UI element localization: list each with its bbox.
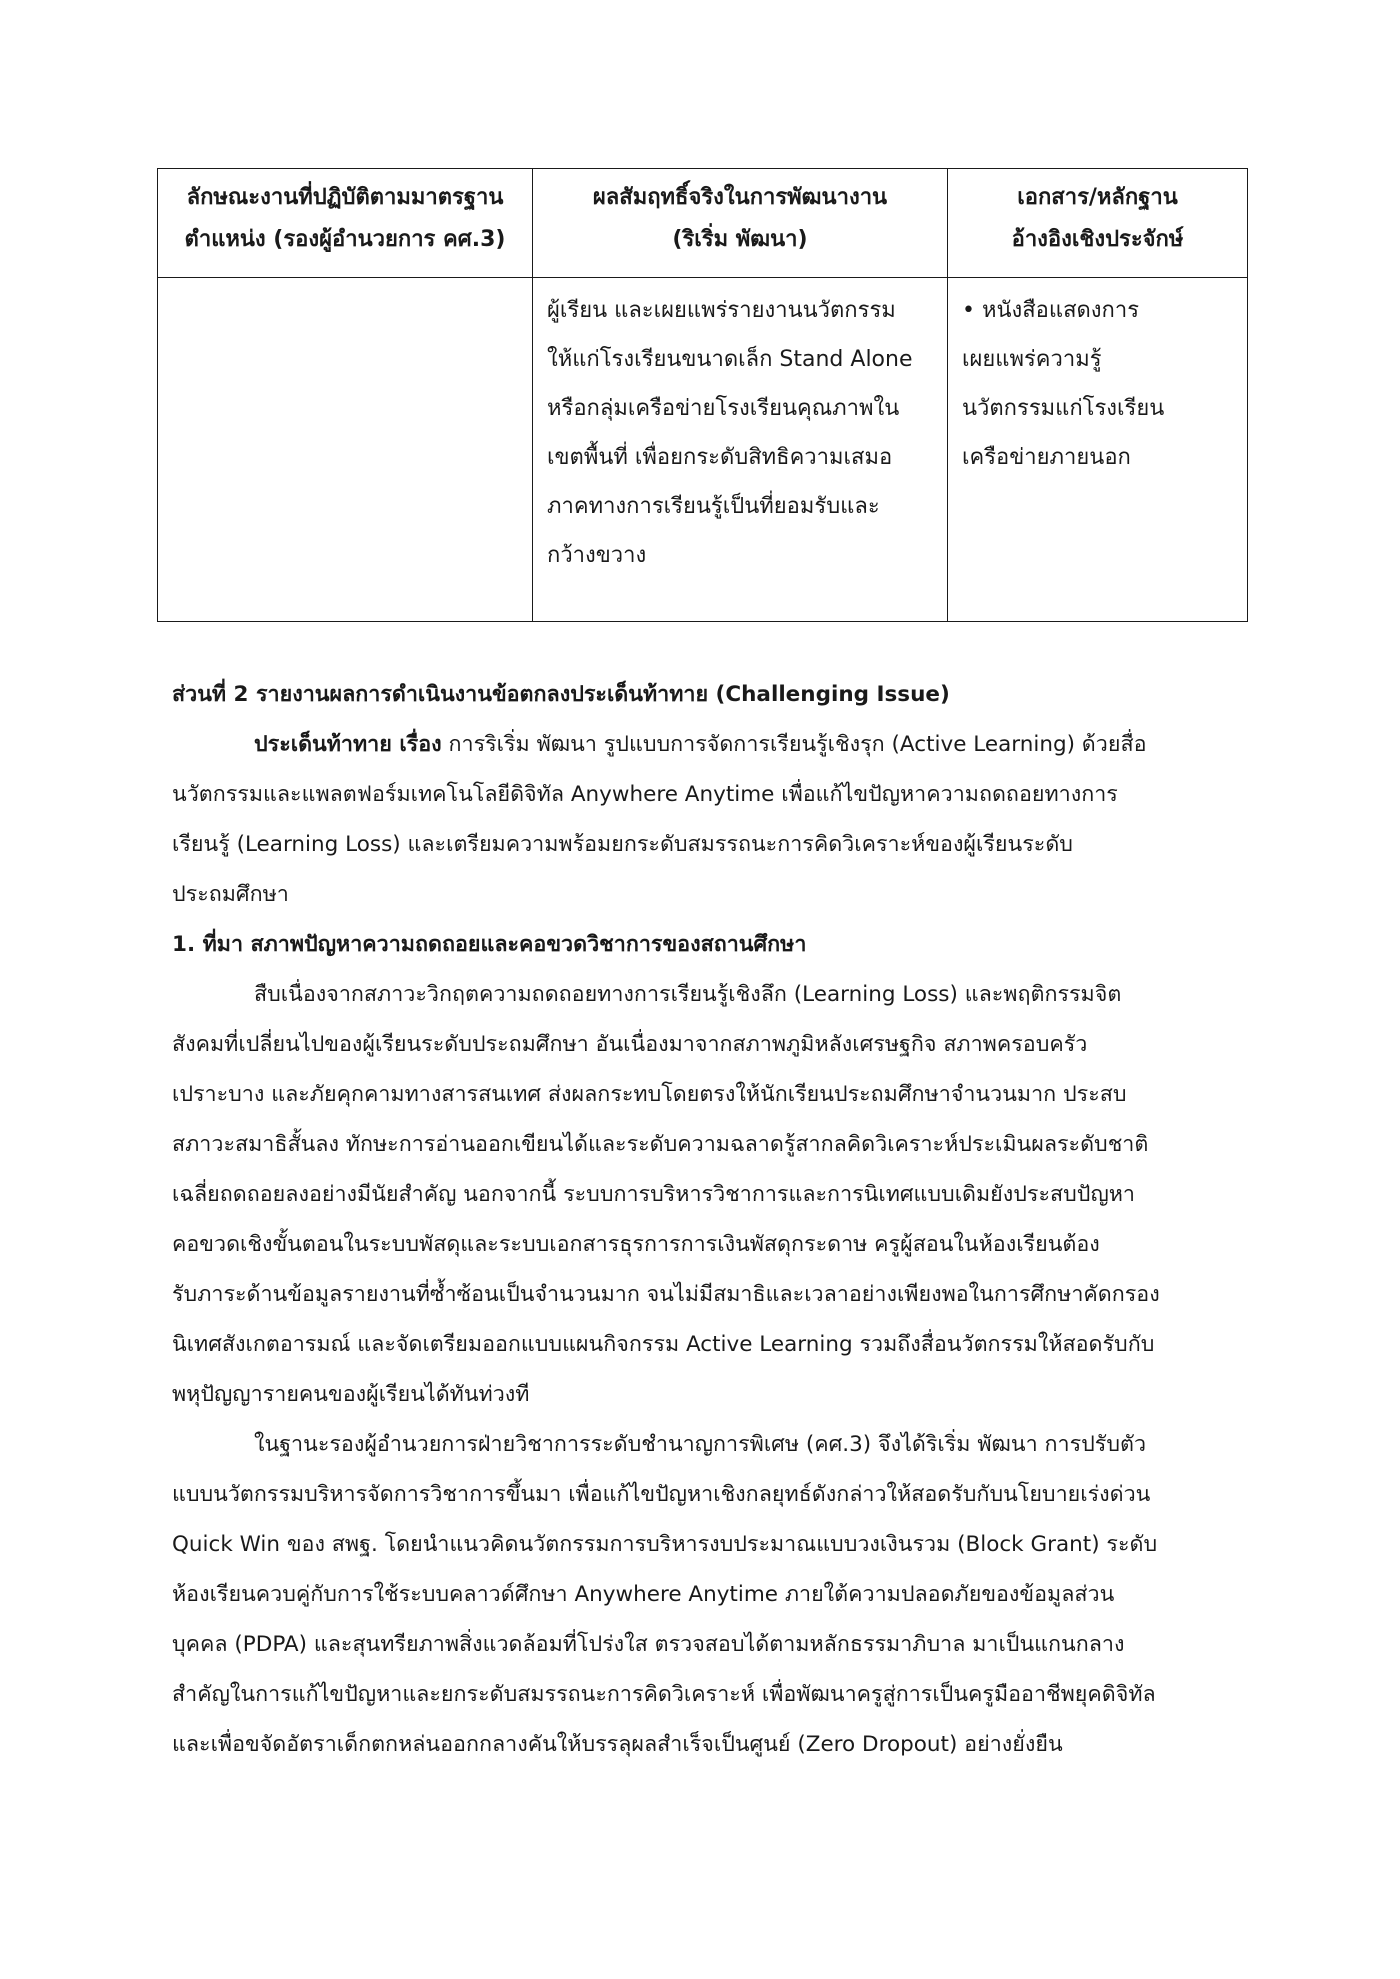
paragraph-1-line: เปราะบาง และภัยคุกคามทางสารสนเทศ ส่งผลกระทบโดยตรงให้นักเรียนประถมศึกษาจำนวนมาก ประสบ (172, 1082, 1127, 1107)
cell-achievement: ผู้เรียน และเผยแพร่รายงานนวัตกรรม ให้แก่โรงเรียนขนาดเล็ก Stand Alone หรือกลุ่มเครือข่ายโรงเรียนคุณภาพใน เขตพื้นที่ เพื่อยกระดับสิทธิความเสมอ ภาคทางการเรียนรู้เป็นที่ยอมรับและ กว้างขวาง (533, 278, 948, 622)
paragraph-1-line: คอขวดเชิงขั้นตอนในระบบพัสดุและระบบเอกสารธุรการการเงินพัสดุกระดาษ ครูผู้สอนในห้องเรียนต้อง (172, 1232, 1100, 1257)
challenge-issue-text: การริเริ่ม พัฒนา รูปแบบการจัดการเรียนรู้เชิงรุก (Active Learning) ด้วยสื่อ (441, 732, 1147, 757)
challenge-issue-line: ประถมศึกษา (172, 882, 289, 907)
header-evidence: เอกสาร/หลักฐาน อ้างอิงเชิงประจักษ์ (948, 169, 1248, 278)
challenge-issue-line: เรียนรู้ (Learning Loss) และเตรียมความพร้อมยกระดับสมรรถนะการคิดวิเคราะห์ของผู้เรียนระดับ (172, 832, 1073, 857)
paragraph-2-line: แบบนวัตกรรมบริหารจัดการวิชาการขึ้นมา เพื่อแก้ไขปัญหาเชิงกลยุทธ์ดังกล่าวให้สอดรับกับนโยบายเร่งด่วน (172, 1482, 1151, 1507)
paragraph-1-line: สังคมที่เปลี่ยนไปของผู้เรียนระดับประถมศึกษา อันเนื่องมาจากสภาพภูมิหลังเศรษฐกิจ สภาพครอบครัว (172, 1032, 1088, 1057)
paragraph-1-line: สภาวะสมาธิสั้นลง ทักษะการอ่านออกเขียนได้และระดับความฉลาดรู้สากลคิดวิเคราะห์ประเมินผลระดับชาติ (172, 1132, 1149, 1157)
section-2-content (172, 670, 1236, 1770)
cell-evidence: • หนังสือแสดงการ เผยแพร่ความรู้ นวัตกรรมแก่โรงเรียน เครือข่ายภายนอก (948, 278, 1248, 622)
header-actual-achievement: ผลสัมฤทธิ์จริงในการพัฒนางาน (ริเริ่ม พัฒนา) (533, 169, 948, 278)
paragraph-2-line: บุคคล (PDPA) และสุนทรียภาพสิ่งแวดล้อมที่โปร่งใส ตรวจสอบได้ตามหลักธรรมาภิบาล มาเป็นแกนกลาง (172, 1632, 1125, 1657)
paragraph-2-line: สำคัญในการแก้ไขปัญหาและยกระดับสมรรถนะการคิดวิเคราะห์ เพื่อพัฒนาครูสู่การเป็นครูมืออาชีพยุคดิจิทัล (172, 1682, 1156, 1707)
paragraph-1-line: รับภาระด้านข้อมูลรายงานที่ซ้ำซ้อนเป็นจำนวนมาก จนไม่มีสมาธิและเวลาอย่างเพียงพอในการศึกษาคัดกรอง (172, 1282, 1160, 1307)
heading-1: 1. ที่มา สภาพปัญหาความถดถอยและคอขวดวิชาการของสถานศึกษา (172, 932, 807, 957)
paragraph-2-line: ในฐานะรองผู้อำนวยการฝ่ายวิชาการระดับชำนาญการพิเศษ (คศ.3) จึงได้ริเริ่ม พัฒนา การปรับตัว (254, 1432, 1147, 1457)
paragraph-2-line: และเพื่อขจัดอัตราเด็กตกหล่นออกกลางคันให้บรรลุผลสำเร็จเป็นศูนย์ (Zero Dropout) อย่างยั่งยืน (172, 1732, 1063, 1757)
header-work-characteristics: ลักษณะงานที่ปฏิบัติตามมาตรฐาน ตำแหน่ง (รองผู้อำนวยการ คศ.3) (158, 169, 533, 278)
table-header-row (158, 169, 1248, 278)
challenge-issue-line (172, 720, 1236, 770)
cell-work-characteristics (158, 278, 533, 622)
table-row (158, 278, 1248, 622)
paragraph-2-line: Quick Win ของ สพฐ. โดยนำแนวคิดนวัตกรรมการบริหารงบประมาณแบบวงเงินรวม (Block Grant) ระดับ (172, 1532, 1158, 1557)
paragraph-2-line: ห้องเรียนควบคู่กับการใช้ระบบคลาวด์ศึกษา Anywhere Anytime ภายใต้ความปลอดภัยของข้อมูลส่วน (172, 1582, 1115, 1607)
paragraph-1-line: เฉลี่ยถดถอยลงอย่างมีนัยสำคัญ นอกจากนี้ ระบบการบริหารวิชาการและการนิเทศแบบเดิมยังประสบปัญหา (172, 1182, 1136, 1207)
paragraph-1-line: สืบเนื่องจากสภาวะวิกฤตความถดถอยทางการเรียนรู้เชิงลึก (Learning Loss) และพฤติกรรมจิต (254, 982, 1122, 1007)
section-2-title: ส่วนที่ 2 รายงานผลการดำเนินงานข้อตกลงประเด็นท้าทาย (Challenging Issue) (172, 682, 950, 707)
challenge-issue-label: ประเด็นท้าทาย เรื่อง (254, 732, 442, 757)
challenge-issue-line: นวัตกรรมและแพลตฟอร์มเทคโนโลยีดิจิทัล Anywhere Anytime เพื่อแก้ไขปัญหาความถดถอยทางการ (172, 782, 1118, 807)
paragraph-1-line: นิเทศสังเกตอารมณ์ และจัดเตรียมออกแบบแผนกิจกรรม Active Learning รวมถึงสื่อนวัตกรรมให้สอดรับกับ (172, 1332, 1155, 1357)
standards-table (157, 168, 1248, 622)
paragraph-1-line: พหุปัญญารายคนของผู้เรียนได้ทันท่วงที (172, 1382, 530, 1407)
